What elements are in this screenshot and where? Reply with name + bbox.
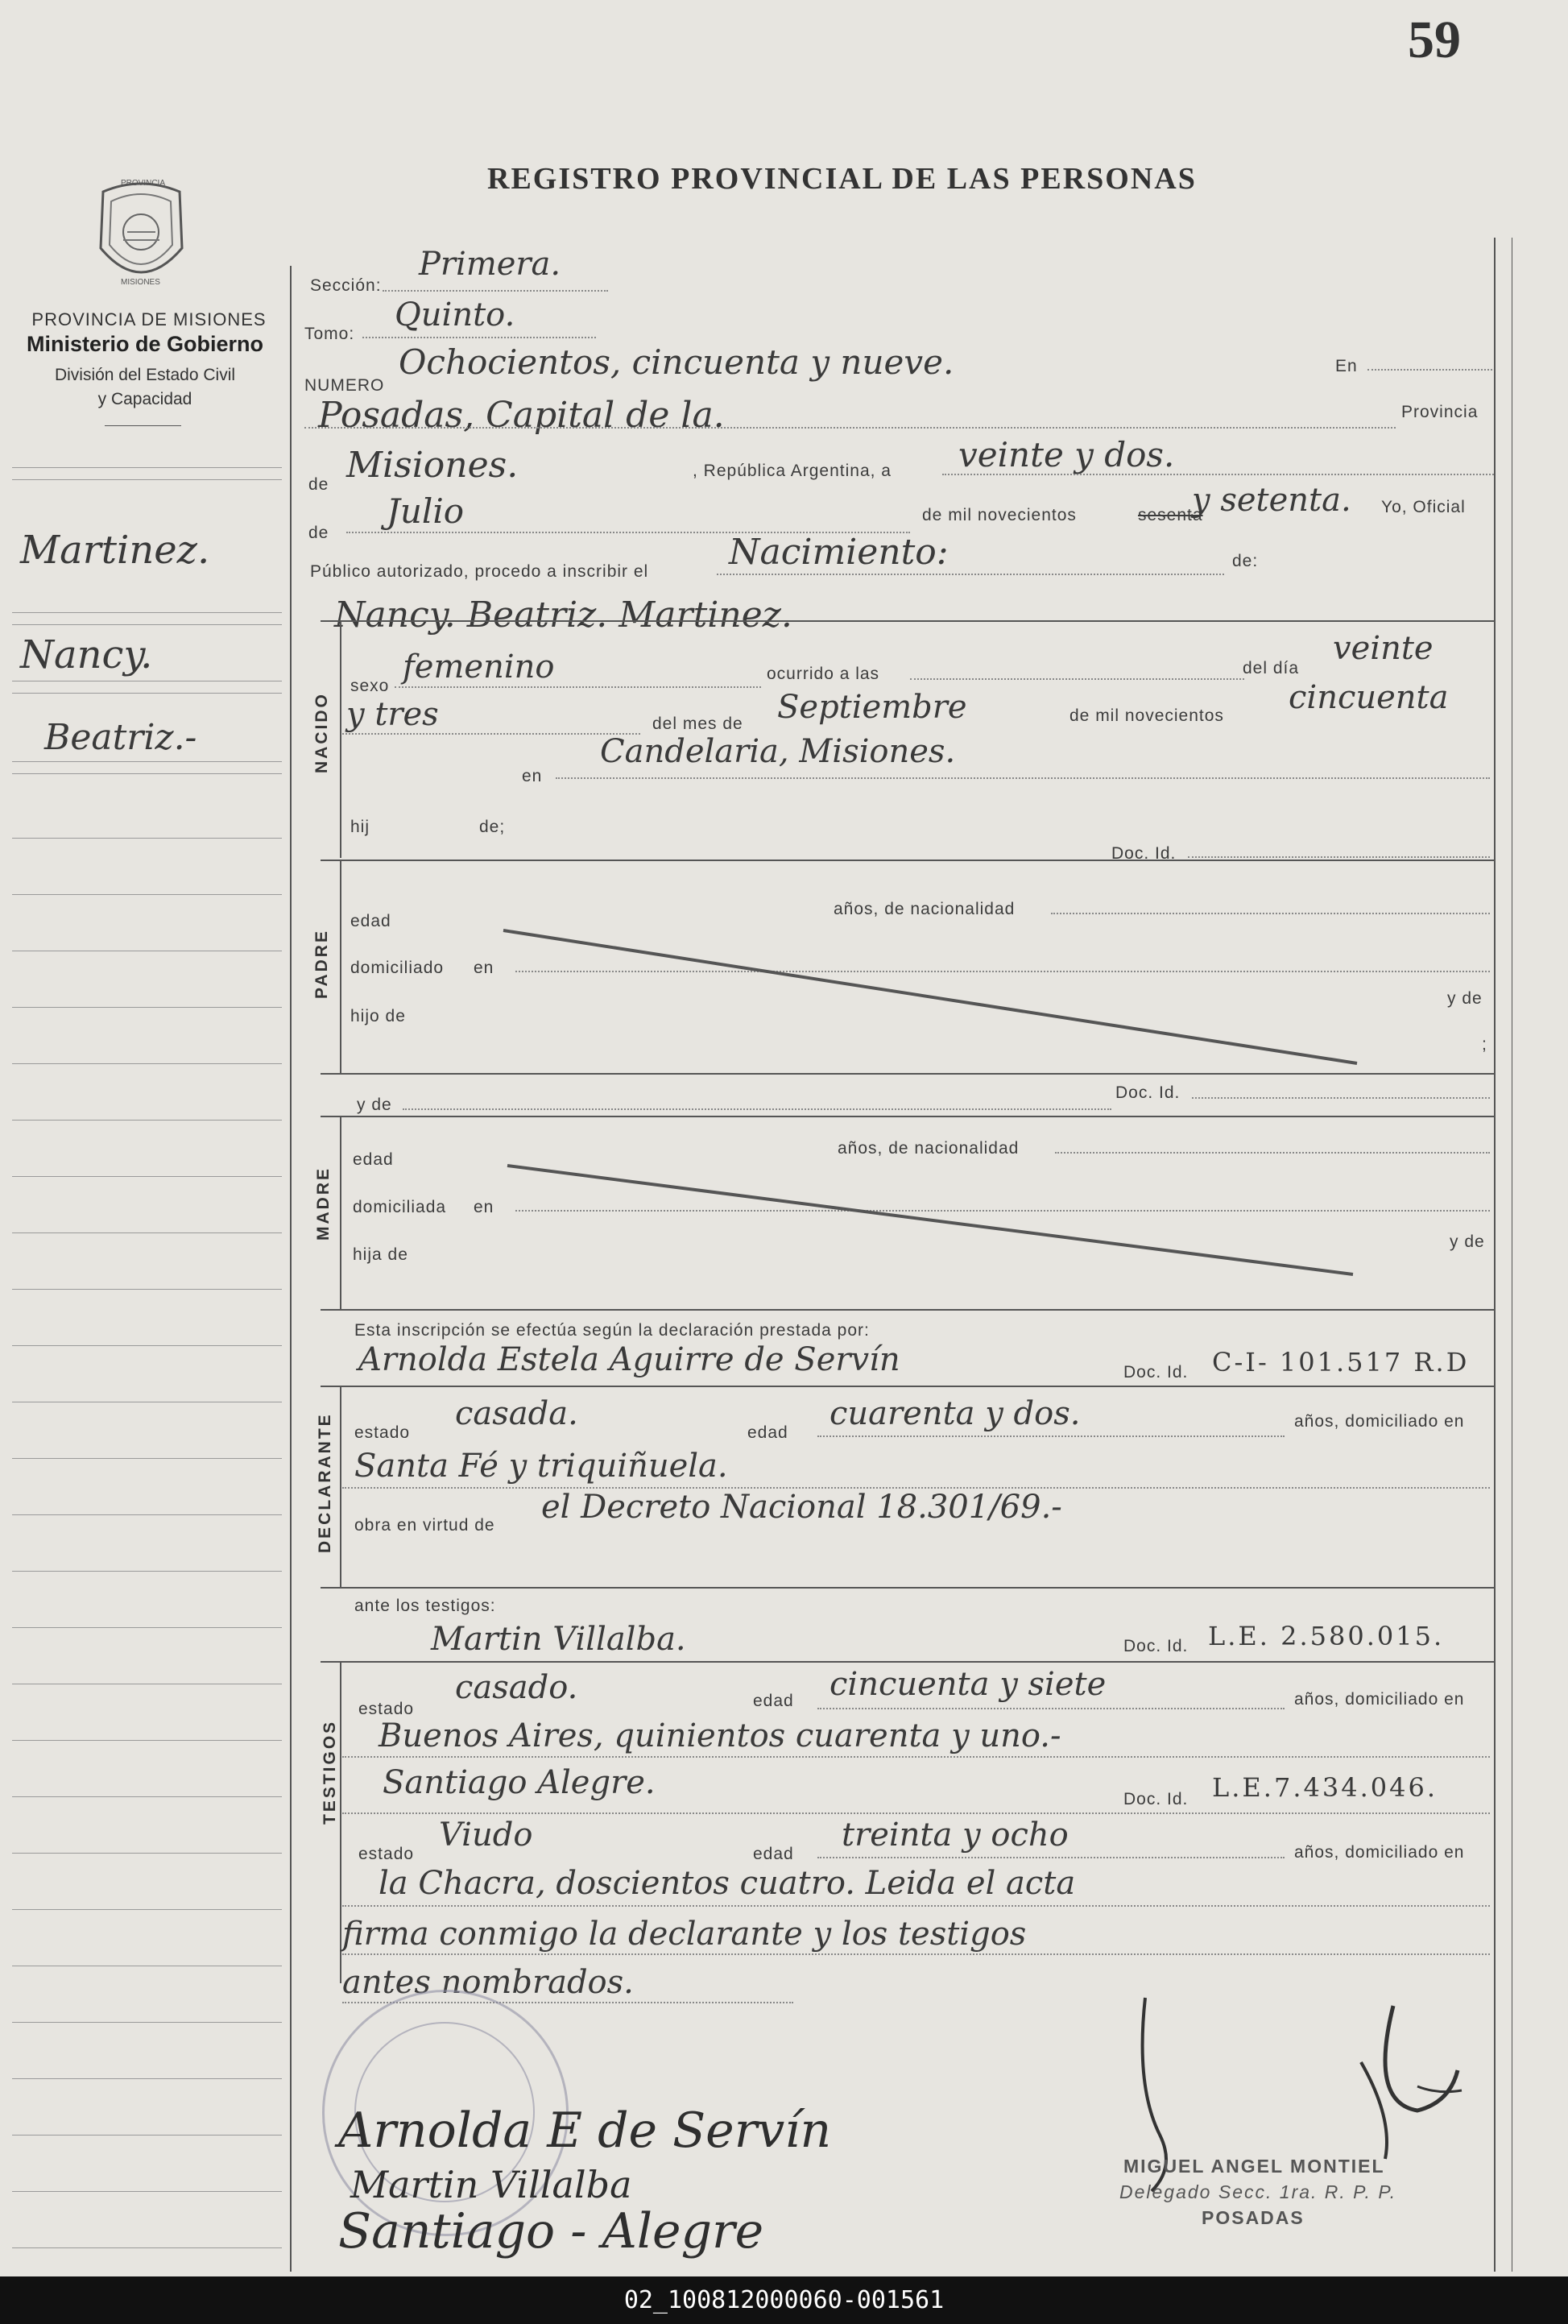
field-tipo: Nacimiento: xyxy=(729,532,949,573)
field-fecha-dia: veinte y dos. xyxy=(958,435,1175,474)
main-right-border xyxy=(1494,238,1496,2272)
label-doc-id-testigo-2: Doc. Id. xyxy=(1123,1790,1189,1808)
field-fecha-mes: Julio xyxy=(387,491,465,531)
label-en-madre: en xyxy=(474,1198,494,1216)
label-provincia: Provincia xyxy=(1401,403,1479,421)
dom-line-testigo-2 xyxy=(342,1905,1490,1907)
label-doc-id-padre: Doc. Id. xyxy=(1115,1083,1181,1102)
province-name: PROVINCIA DE MISIONES xyxy=(31,309,267,329)
label-de-2: de xyxy=(308,524,329,542)
label-republica: , República Argentina, a xyxy=(693,462,892,480)
field-testigo-2-dom: la Chacra, doscientos cuatro. Leida el acta xyxy=(379,1865,1076,1902)
label-en-2: en xyxy=(522,767,543,785)
stamp-name: MIGUEL ANGEL MONTIEL xyxy=(1123,2156,1385,2177)
label-hija-de: hija de xyxy=(353,1245,408,1264)
field-obra: el Decreto Nacional 18.301/69.- xyxy=(541,1489,1062,1526)
field-declarante-doc: C-I- 101.517 R.D xyxy=(1212,1347,1470,1377)
field-seccion: Primera. xyxy=(419,246,561,283)
label-y-de-padre: y de xyxy=(1447,989,1483,1008)
padre-strike-line xyxy=(499,926,1365,1071)
edad-line-declarante xyxy=(817,1435,1285,1437)
label-inscripcion: Esta inscripción se efectúa según la declaración prestada por: xyxy=(354,1321,870,1340)
label-anos-nac-padre: años, de nacionalidad xyxy=(834,900,1016,918)
label-sexo: sexo xyxy=(350,677,390,695)
nacido-bottom xyxy=(321,860,1494,861)
label-edad-declarante: edad xyxy=(747,1423,788,1442)
field-testigo-2-edad: treinta y ocho xyxy=(842,1817,1069,1854)
madre-section-border xyxy=(340,1116,341,1309)
label-estado-declarante: estado xyxy=(354,1423,411,1442)
tomo-line xyxy=(362,337,596,338)
header-divider xyxy=(105,425,181,426)
label-numero: NUMERO xyxy=(304,376,385,395)
padre-bottom xyxy=(321,1073,1494,1075)
field-provincia: Misiones. xyxy=(346,445,519,486)
section-padre: PADRE xyxy=(312,929,331,999)
field-testigo-2: Santiago Alegre. xyxy=(383,1764,656,1801)
label-doc-id-nacido: Doc. Id. xyxy=(1111,844,1177,863)
en-line xyxy=(1367,369,1492,371)
nacido-section-border xyxy=(340,620,341,858)
sexo-line xyxy=(395,686,761,688)
label-domiciliado: domiciliado xyxy=(350,959,445,977)
testigos-top xyxy=(321,1661,1494,1663)
margin-second-name: Beatriz.- xyxy=(44,717,197,758)
label-anos-nac-madre: años, de nacionalidad xyxy=(838,1139,1020,1158)
main-left-border xyxy=(290,266,292,2272)
label-semicolon: ; xyxy=(1482,1035,1487,1054)
label-del-mes: del mes de xyxy=(652,715,743,733)
field-anio-struck: sesenta xyxy=(1138,506,1203,524)
padre-section-border xyxy=(340,860,341,1073)
margin-first-name: Nancy. xyxy=(20,632,153,677)
emblem-text-bottom: MISIONES xyxy=(121,278,160,287)
field-anio: y setenta. xyxy=(1192,482,1351,519)
field-numero: Ochocientos, cincuenta y nueve. xyxy=(399,342,954,382)
doc-id-line-nacido xyxy=(1188,856,1490,858)
field-tomo: Quinto. xyxy=(395,296,515,333)
label-anos-dom-testigo-2: años, domiciliado en xyxy=(1294,1843,1465,1862)
label-yo-oficial: Yo, Oficial xyxy=(1381,498,1466,516)
field-cierre-1: firma conmigo la declarante y los testigos xyxy=(342,1916,1027,1953)
label-hij: hij xyxy=(350,818,370,836)
label-estado-testigo-2: estado xyxy=(358,1845,415,1863)
field-testigo-2-estado: Viudo xyxy=(439,1817,533,1854)
signature-testigo-1: Martin Villalba xyxy=(350,2163,632,2206)
tipo-line xyxy=(717,574,1224,575)
label-de-2b: de: xyxy=(1232,552,1259,570)
field-sexo: femenino xyxy=(403,648,555,686)
section-testigos: TESTIGOS xyxy=(321,1719,339,1825)
stamp-city: POSADAS xyxy=(1202,2207,1305,2228)
ministry-name: Ministerio de Gobierno xyxy=(26,332,264,356)
label-de-mil-nov: de mil novecientos xyxy=(1069,706,1224,725)
seccion-line xyxy=(383,290,608,292)
madre-strike-line xyxy=(503,1162,1361,1282)
label-seccion: Sección: xyxy=(310,276,382,295)
emblem-text-top: PROVINCIA xyxy=(121,179,166,188)
field-anio-nac: cincuenta xyxy=(1289,679,1449,716)
hora-line xyxy=(910,678,1244,680)
field-dia-2: y tres xyxy=(346,696,439,733)
label-doc-id-testigo-1: Doc. Id. xyxy=(1123,1637,1189,1655)
field-nombre: Nancy. Beatriz. Martinez. xyxy=(334,594,792,636)
label-de-3: de; xyxy=(479,818,506,836)
label-edad-padre: edad xyxy=(350,912,391,930)
dom-line-testigo-1 xyxy=(342,1756,1490,1758)
label-edad-testigo-1: edad xyxy=(753,1692,794,1710)
margin-surname: Martinez. xyxy=(20,528,210,573)
label-y-de-madre: y de xyxy=(1450,1232,1485,1251)
doc-id-line-padre xyxy=(1192,1097,1490,1099)
nac-line-madre xyxy=(1055,1152,1490,1154)
declarante-section-border xyxy=(340,1386,341,1587)
division-name-2: y Capacidad xyxy=(97,390,192,408)
label-del-dia: del día xyxy=(1243,659,1300,677)
dia-line xyxy=(342,733,640,735)
label-edad-madre: edad xyxy=(353,1150,394,1169)
stamp-role: Delegado Secc. 1ra. R. P. P. xyxy=(1119,2181,1397,2202)
field-testigo-2-doc: L.E.7.434.046. xyxy=(1212,1772,1438,1803)
section-madre: MADRE xyxy=(314,1166,333,1241)
field-declarante-estado: casada. xyxy=(455,1395,578,1432)
field-declarante-dom: Santa Fé y triquiñuela. xyxy=(354,1448,728,1485)
label-edad-testigo-2: edad xyxy=(753,1845,794,1863)
page-number: 59 xyxy=(1408,10,1461,69)
label-hijo-de: hijo de xyxy=(350,1007,406,1025)
field-declarante-edad: cuarenta y dos. xyxy=(830,1395,1081,1432)
image-id-footer: 02_100812000060-001561 xyxy=(0,2276,1568,2324)
label-doc-id-declarante: Doc. Id. xyxy=(1123,1363,1189,1382)
field-mes: Septiembre xyxy=(777,689,967,726)
label-y-de-2: y de xyxy=(357,1096,392,1114)
section-nacido: NACIDO xyxy=(312,692,331,773)
signature-testigo-2: Santiago - Alegre xyxy=(338,2203,764,2260)
field-testigo-1-dom: Buenos Aires, quinientos cuarenta y uno.- xyxy=(379,1717,1061,1754)
label-estado-testigo-1: estado xyxy=(358,1700,415,1718)
field-testigo-1-edad: cincuenta y siete xyxy=(830,1666,1107,1703)
label-publico: Público autorizado, procedo a inscribir el xyxy=(310,562,649,581)
field-testigo-1-estado: casado. xyxy=(455,1669,578,1706)
field-dia-1: veinte xyxy=(1333,630,1434,667)
field-testigo-1-doc: L.E. 2.580.015. xyxy=(1208,1621,1445,1651)
label-de: de xyxy=(308,475,329,494)
field-lugar: Posadas, Capital de la. xyxy=(318,395,725,436)
edad-line-testigo-2 xyxy=(817,1857,1285,1858)
signature-declarante: Arnolda E de Servín xyxy=(338,2102,832,2159)
madre-bottom xyxy=(321,1309,1494,1311)
field-declarante: Arnolda Estela Aguirre de Servín xyxy=(358,1341,900,1378)
label-obra: obra en virtud de xyxy=(354,1516,495,1535)
division-name: División del Estado Civil xyxy=(54,366,236,384)
label-tomo: Tomo: xyxy=(304,325,355,343)
nac-line-padre xyxy=(1051,913,1490,914)
document-title: REGISTRO PROVINCIAL DE LAS PERSONAS xyxy=(487,162,1197,196)
edad-line-testigo-1 xyxy=(817,1708,1285,1709)
nombre-line xyxy=(321,620,1494,622)
madre-top xyxy=(321,1116,1494,1117)
section-declarante: DECLARANTE xyxy=(316,1412,334,1553)
lugar-line xyxy=(304,427,1396,429)
fecha-dia-line xyxy=(942,474,1494,475)
label-ante: ante los testigos: xyxy=(354,1597,496,1615)
label-de-mil: de mil novecientos xyxy=(922,506,1077,524)
declarante-top xyxy=(321,1386,1494,1387)
label-anos-dom-testigo-1: años, domiciliado en xyxy=(1294,1690,1465,1709)
label-anos-dom-declarante: años, domiciliado en xyxy=(1294,1412,1465,1431)
label-ocurrido: ocurrido a las xyxy=(767,665,880,683)
testigo-2-line xyxy=(342,1812,1490,1814)
declarante-bottom xyxy=(321,1587,1494,1589)
lugar-nac-line xyxy=(556,777,1490,779)
label-en-3: en xyxy=(474,959,494,977)
y-de-line xyxy=(403,1108,1111,1110)
testigos-section-border xyxy=(340,1661,341,1983)
field-cierre-2: antes nombrados. xyxy=(342,1964,634,2001)
field-lugar-nac: Candelaria, Misiones. xyxy=(600,733,956,770)
field-testigo-1: Martin Villalba. xyxy=(431,1621,686,1658)
label-en: En xyxy=(1335,357,1358,375)
label-domiciliada: domiciliada xyxy=(353,1198,447,1216)
cierre-1-line xyxy=(342,1953,1490,1955)
